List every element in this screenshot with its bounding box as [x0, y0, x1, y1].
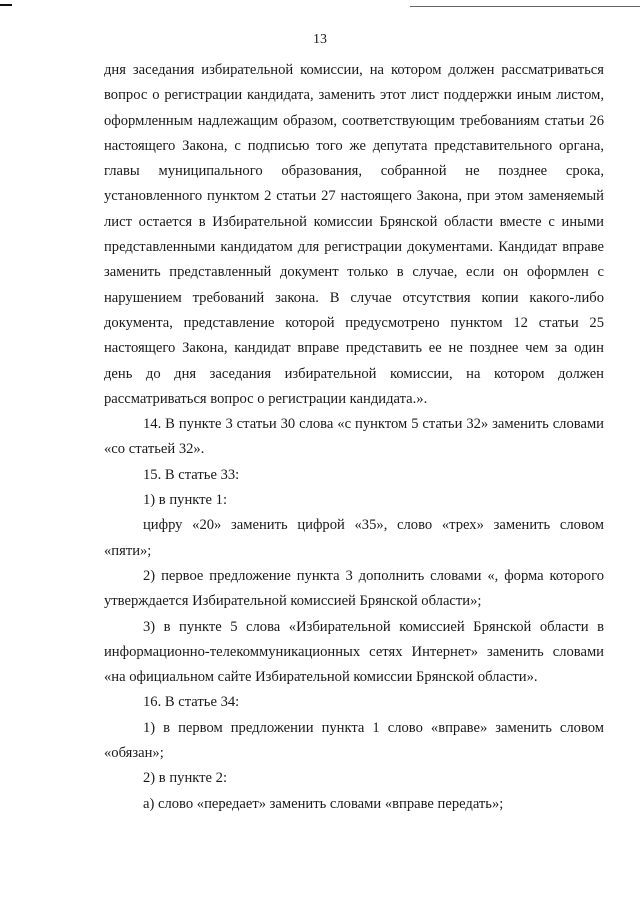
page-number: 13 — [313, 32, 327, 47]
paragraph-item-14: 14. В пункте 3 статьи 30 слова «с пунктом 5 статьи 32» заменить словами «со статьей 32». — [104, 416, 604, 458]
paragraph-item-15-3: 3) в пункте 5 слова «Избирательной комиссией Брянской области в информационно-телекоммуникационных сетях Интернет» заменить словами «на официальном сайте Избирательной комиссии Брянской области». — [104, 618, 604, 686]
paragraph-item-15-1: 1) в пункте 1: — [143, 492, 228, 509]
paragraph-item-16-2: 2) в пункте 2: — [143, 770, 228, 787]
paragraph-item-15-1-text: цифру «20» заменить цифрой «35», слово «трех» заменить словом «пяти»; — [104, 517, 604, 559]
paragraph-item-15: 15. В статье 33: — [143, 466, 240, 483]
paragraph-item-16-1: 1) в первом предложении пункта 1 слово «вправе» заменить словом «обязан»; — [104, 719, 604, 762]
paragraph-continuation: дня заседания избирательной комиссии, на котором должен рассматриваться вопрос о регистрации кандидата, заменить этот лист поддержки иным листом, оформленным надлежащим образом, соответствующим требованиям статьи 26 настоящего Закона, с подписью того же депутата представительного органа, главы муниципального образования, собранной не позднее срока, установленного пунктом 2 статьи 27 настоящего Закона, при этом заменяемый лист остается в Избирательной комиссии Брянской области вместе с иными представленными кандидатом для регистрации документами. Кандидат вправе заменить представленный документ только в случае, если он оформлен с нарушением требований закона. В случае отсутствия копии какого-либо документа, представление которой предусмотрено пунктом 12 статьи 25 настоящего Закона, кандидат вправе представить ее не позднее чем за один день до дня заседания избирательной комиссии, на котором должен рассматриваться вопрос о регистрации кандидата.». — [104, 62, 604, 407]
paragraph-item-16: 16. В статье 34: — [143, 694, 240, 711]
document-body — [104, 58, 604, 817]
scan-edge-mark — [0, 4, 12, 6]
paragraph-item-16-2-a: а) слово «передает» заменить словами «вправе передать»; — [143, 795, 504, 812]
paragraph-item-15-2: 2) первое предложение пункта 3 дополнить словами «, форма которого утверждается Избирательной комиссией Брянской области»; — [104, 567, 604, 610]
scan-edge-line — [410, 6, 640, 7]
